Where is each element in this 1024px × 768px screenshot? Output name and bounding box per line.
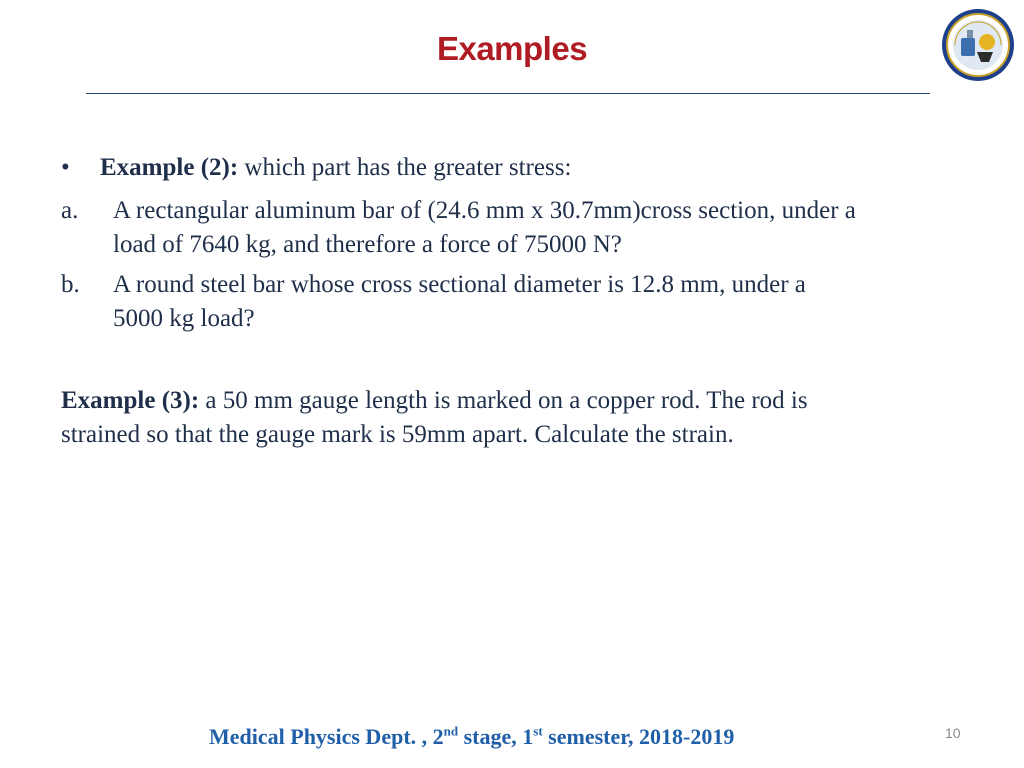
example-2-text: which part has the greater stress: — [244, 154, 572, 181]
example-2-heading — [100, 151, 571, 185]
item-a-marker: a. — [61, 197, 79, 224]
page-number: 10 — [945, 725, 961, 741]
bullet: • — [61, 154, 70, 181]
footer-part-1: Medical Physics Dept. , 2 — [209, 724, 444, 749]
item-a-line-2: load of 7640 kg, and therefore a force of 75000 N? — [113, 231, 622, 258]
item-b-line-1: A round steel bar whose cross sectional diameter is 12.8 mm, under a — [113, 271, 806, 298]
footer-part-3: semester, 2018-2019 — [542, 724, 735, 749]
slide-title: Examples — [436, 30, 588, 67]
footer-part-2: stage, 1 — [458, 724, 534, 749]
example-2-label: Example (2): — [100, 154, 239, 181]
item-a-line-1: A rectangular aluminum bar of (24.6 mm x 30.7mm)cross section, under a — [113, 197, 856, 224]
footer-sup-1: nd — [443, 723, 459, 739]
footer — [209, 724, 734, 750]
example-3-text-1: a 50 mm gauge length is marked on a copper rod. The rod is — [205, 387, 808, 414]
item-b-marker: b. — [61, 271, 80, 298]
example-3-label: Example (3): — [61, 387, 200, 414]
example-3-line-1 — [61, 384, 808, 418]
footer-sup-2: st — [533, 723, 543, 739]
example-3-line-2: strained so that the gauge mark is 59mm apart. Calculate the strain. — [61, 421, 734, 448]
item-b-line-2: 5000 kg load? — [113, 305, 255, 332]
